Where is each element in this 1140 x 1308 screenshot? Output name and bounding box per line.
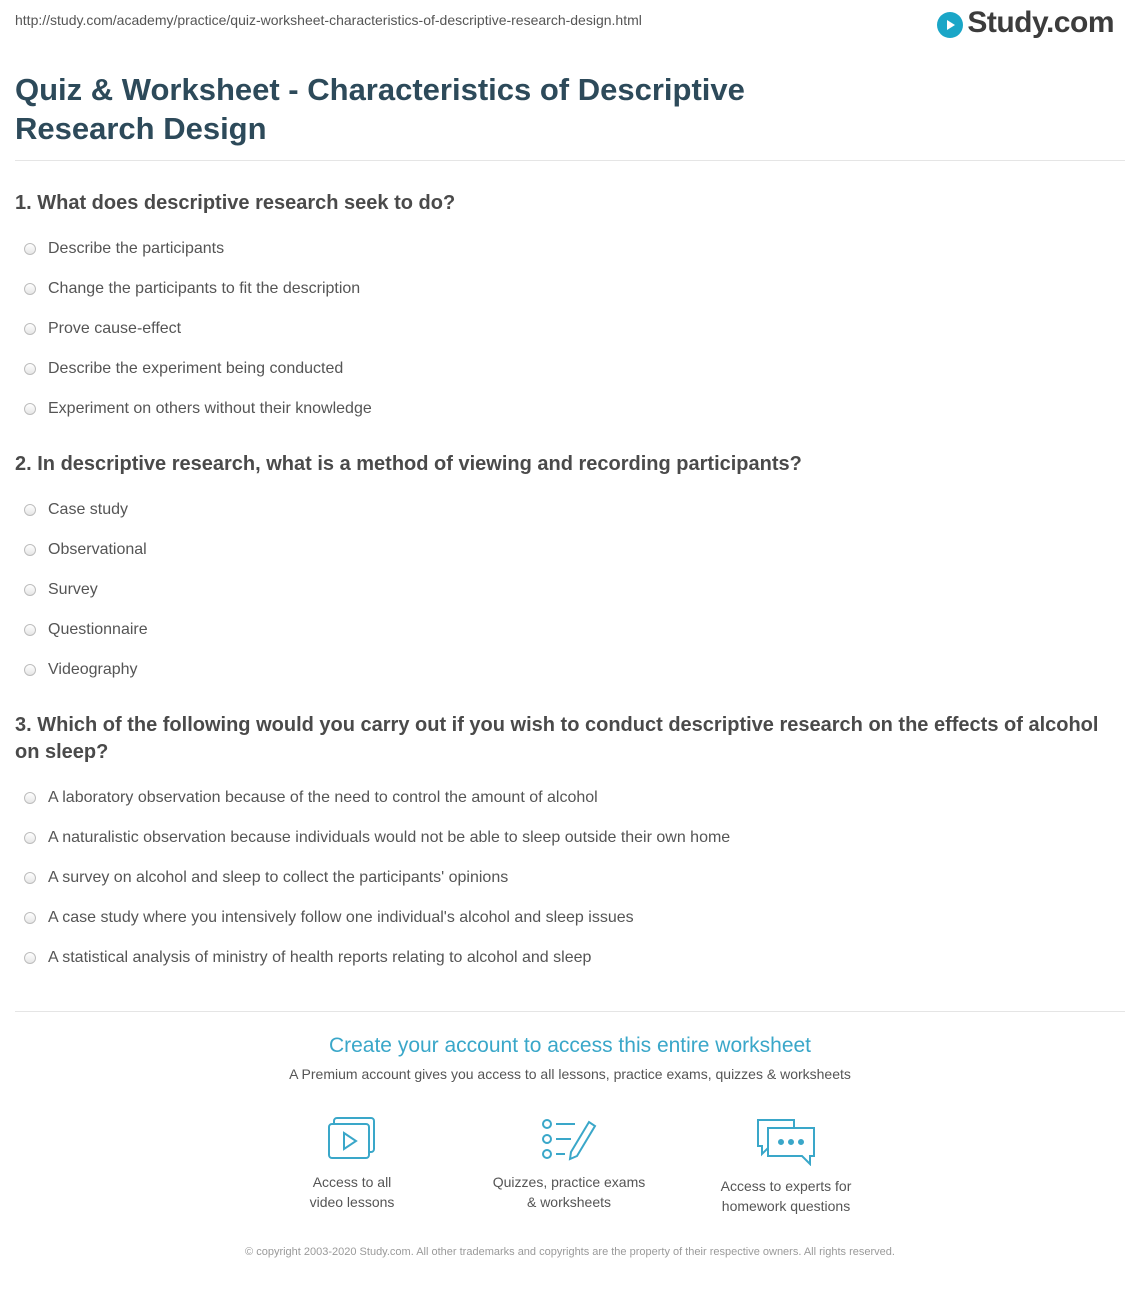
answer-label: A survey on alcohol and sleep to collect the participants' opinions xyxy=(48,869,509,886)
answer-option[interactable] xyxy=(15,818,1115,858)
answer-label: Observational xyxy=(48,541,147,558)
answer-label: A laboratory observation because of the need to control the amount of alcohol xyxy=(48,789,598,806)
answer-label: Describe the participants xyxy=(48,240,225,257)
answer-option[interactable] xyxy=(15,389,1115,429)
answer-option[interactable] xyxy=(15,229,1115,269)
radio-icon[interactable] xyxy=(24,323,36,335)
answer-option[interactable] xyxy=(15,610,1115,650)
answer-label: Prove cause-effect xyxy=(48,320,182,337)
radio-icon[interactable] xyxy=(24,243,36,255)
answer-option[interactable] xyxy=(15,570,1115,610)
radio-icon[interactable] xyxy=(24,952,36,964)
radio-icon[interactable] xyxy=(24,792,36,804)
section-divider xyxy=(15,1011,1125,1012)
radio-icon[interactable] xyxy=(24,403,36,415)
answer-label: A naturalistic observation because individuals would not be able to sleep outside their own home xyxy=(48,829,731,846)
answer-option[interactable] xyxy=(15,490,1115,530)
radio-icon[interactable] xyxy=(24,872,36,884)
feature-line-1: Access to all xyxy=(312,1174,392,1190)
feature-quizzes xyxy=(469,1116,669,1212)
question-1 xyxy=(15,190,1115,429)
answer-option[interactable] xyxy=(15,858,1115,898)
feature-line-1: Quizzes, practice exams xyxy=(492,1174,646,1190)
play-logo-icon xyxy=(937,12,963,38)
feature-experts xyxy=(686,1116,886,1216)
answer-option[interactable] xyxy=(15,938,1115,978)
radio-icon[interactable] xyxy=(24,664,36,676)
answer-option[interactable] xyxy=(15,349,1115,389)
answer-label: Questionnaire xyxy=(48,621,148,638)
question-3 xyxy=(15,712,1115,978)
copyright-footer: © copyright 2003-2020 Study.com. All other trademarks and copyrights are the property of their respective owners. All rights reserved. xyxy=(245,1246,895,1258)
answer-option[interactable] xyxy=(15,650,1115,690)
logo-text: Study.com xyxy=(967,6,1114,39)
top-bar xyxy=(0,0,1140,60)
answer-option[interactable] xyxy=(15,898,1115,938)
radio-icon[interactable] xyxy=(24,832,36,844)
answer-label: A statistical analysis of ministry of health reports relating to alcohol and sleep xyxy=(48,949,592,966)
chat-bubbles-icon xyxy=(754,1116,818,1166)
feature-line-2: & worksheets xyxy=(526,1194,612,1210)
answer-option[interactable] xyxy=(15,530,1115,570)
cta-link[interactable]: Create your account to access this entire worksheet xyxy=(328,1034,812,1057)
answer-label: Experiment on others without their knowledge xyxy=(48,400,372,417)
signup-cta xyxy=(0,1034,1140,1082)
feature-line-1: Access to experts for xyxy=(720,1178,852,1194)
question-list xyxy=(15,190,1115,1000)
radio-icon[interactable] xyxy=(24,504,36,516)
question-text: 1. What does descriptive research seek to do? xyxy=(15,192,456,214)
answer-option[interactable] xyxy=(15,269,1115,309)
radio-icon[interactable] xyxy=(24,584,36,596)
study-logo[interactable] xyxy=(937,6,1114,40)
feature-video-lessons xyxy=(252,1116,452,1212)
cta-subtitle: A Premium account gives you access to all lessons, practice exams, quizzes & worksheets xyxy=(289,1066,851,1082)
radio-icon[interactable] xyxy=(24,544,36,556)
answer-label: Case study xyxy=(48,501,129,518)
answer-label: Describe the experiment being conducted xyxy=(48,360,344,377)
answer-option[interactable] xyxy=(15,309,1115,349)
answer-label: Survey xyxy=(48,581,98,598)
video-lessons-icon xyxy=(326,1116,378,1162)
question-text: 3. Which of the following would you carry out if you wish to conduct descriptive research on the effects of alcohol on sleep? xyxy=(15,714,1099,763)
answer-label: Change the participants to fit the description xyxy=(48,280,361,297)
feature-line-2: homework questions xyxy=(721,1198,851,1214)
page-title: Quiz & Worksheet - Characteristics of Descriptive Research Design xyxy=(15,72,745,146)
title-divider xyxy=(15,160,1125,161)
answer-label: Videography xyxy=(48,661,138,678)
radio-icon[interactable] xyxy=(24,283,36,295)
question-text: 2. In descriptive research, what is a method of viewing and recording participants? xyxy=(15,453,802,475)
feature-line-2: video lessons xyxy=(309,1194,395,1210)
radio-icon[interactable] xyxy=(24,363,36,375)
answer-option[interactable] xyxy=(15,778,1115,818)
question-2 xyxy=(15,451,1115,690)
radio-icon[interactable] xyxy=(24,912,36,924)
answer-label: A case study where you intensively follow one individual's alcohol and sleep issues xyxy=(48,909,634,926)
quiz-checklist-icon xyxy=(541,1116,597,1162)
page-url: http://study.com/academy/practice/quiz-worksheet-characteristics-of-descriptive-research-design.html xyxy=(15,12,642,28)
radio-icon[interactable] xyxy=(24,624,36,636)
